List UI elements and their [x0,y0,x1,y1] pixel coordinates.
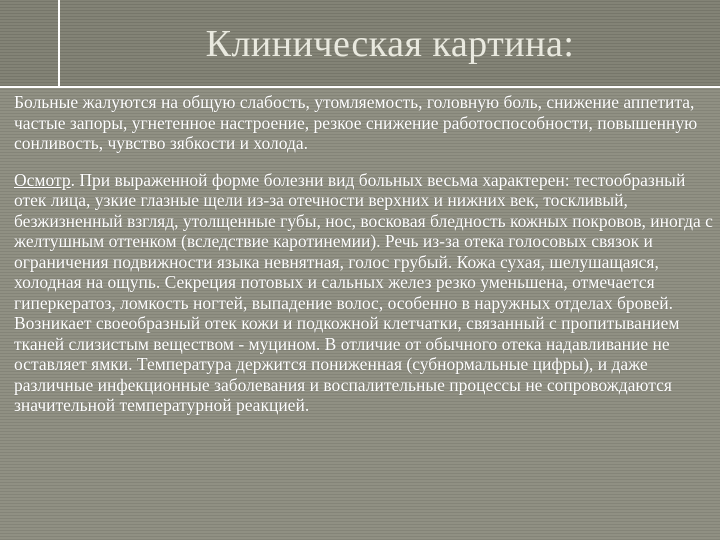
complaints-paragraph: Больные жалуются на общую слабость, утомляемость, головную боль, снижение аппетита, частые запоры, угнетенное настроение, резкое снижение работоспособности, повышенную сонливость, чувство зябкости и холода. [14,92,698,153]
slide-body [14,92,714,416]
title-divider [0,86,720,88]
examination-heading: Осмотр [14,169,71,190]
title-band [0,0,720,86]
examination-text: . При выраженной форме болезни вид больных весьма характерен: тестообразный отек лица, узкие глазные щели из-за отечности верхних и нижних век, тоскливый, безжизненный взгляд, утолщенные губы, нос, восковая бледность кожных покровов, иногда с желтушным оттенком (вследствие каротинемии). Речь из-за отека голосовых связок и ограничения подвижности языка невнятная, голос грубый. Кожа сухая, шелушащаяся, холодная на ощупь. Секреция потовых и сальных желез резко уменьшена, отмечается гиперкератоз, ломкость ногтей, выпадение волос, особенно в наружных отделах бровей. Возникает своеобразный отек кожи и подкожной клетчатки, связанный с пропитыванием тканей слизистым веществом - муцином. В отличие от обычного отека надавливание не оставляет ямки. Температура держится пониженная (субнормальные цифры), и даже различные инфекционные заболевания и воспалительные процессы не сопровождаются значительной температурной реакцией. [14,169,713,415]
examination-paragraph [14,170,714,416]
corner-decoration [0,0,60,86]
slide-title: Клиническая картина: [205,23,575,65]
